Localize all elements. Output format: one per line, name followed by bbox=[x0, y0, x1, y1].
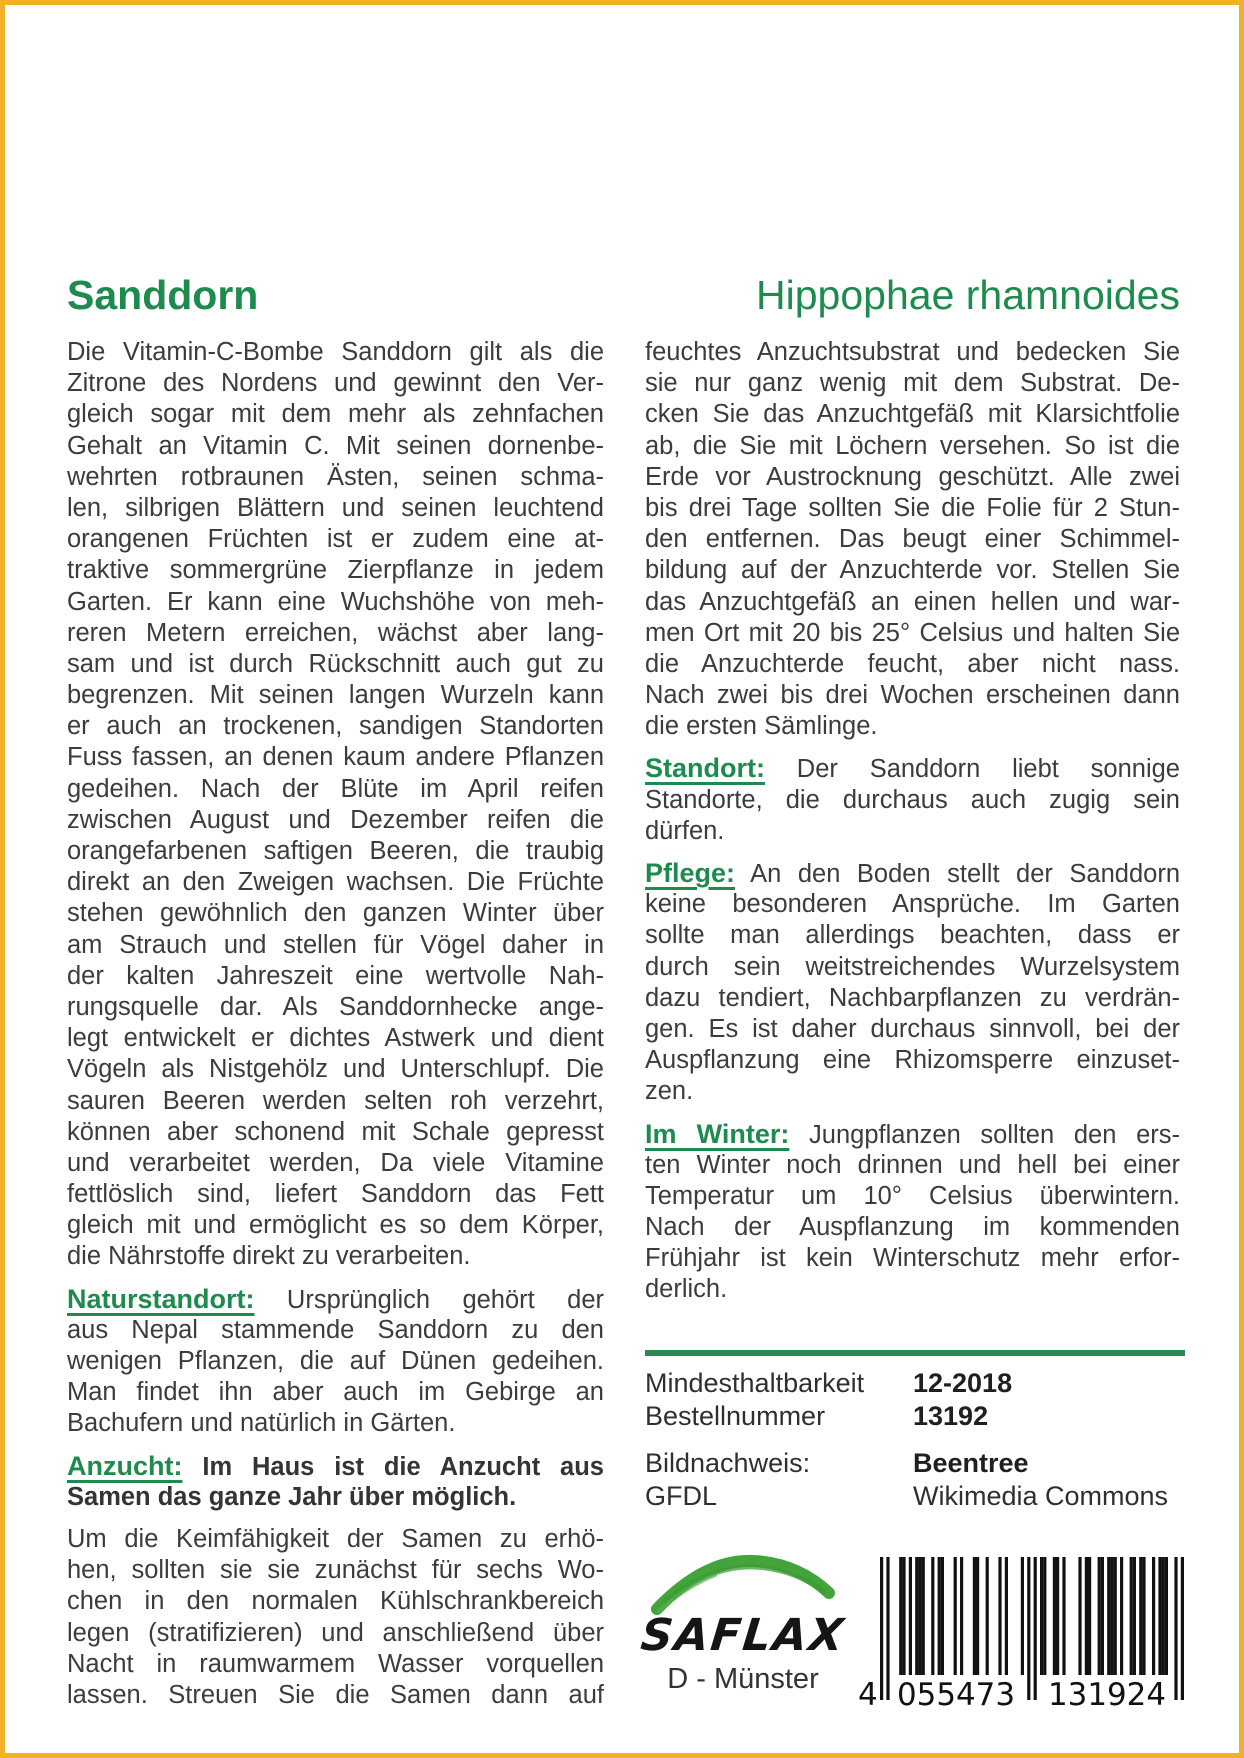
text-line bbox=[67, 1680, 604, 1711]
paragraph bbox=[645, 1119, 1180, 1306]
text-line bbox=[67, 399, 604, 430]
text-line bbox=[645, 1014, 1180, 1045]
text-column-left bbox=[67, 337, 604, 1722]
line-text: Vögeln als Nistgehölz und Unterschlupf. Die bbox=[67, 1055, 604, 1084]
line-text: gen. Es ist daher durchaus sinnvoll, bei der bbox=[645, 1014, 1180, 1043]
line-text: sam und ist durch Rückschnitt auch gut zu bbox=[67, 649, 604, 678]
line-text: können aber schonend mit Schale gepresst bbox=[67, 1117, 604, 1146]
line-text: traktive sommergrüne Zierpflanze in jedem bbox=[67, 556, 604, 585]
line-text: ab, die Sie mit Löchern versehen. So ist die bbox=[645, 431, 1180, 460]
text-line bbox=[67, 1179, 604, 1210]
line-text: Fuss fassen, an denen kaum andere Pflanzen bbox=[67, 743, 604, 772]
section-heading: Im Winter: bbox=[645, 1118, 790, 1149]
text-line bbox=[645, 587, 1180, 618]
barcode-digits: 131924 bbox=[1048, 1677, 1166, 1709]
line-text: An den Boden stellt der Sanddorn bbox=[750, 860, 1180, 888]
text-line bbox=[645, 462, 1180, 493]
text-line bbox=[67, 836, 604, 867]
info-row bbox=[645, 1480, 1185, 1513]
line-text: men Ort mit 20 bis 25° Celsius und halten Sie bbox=[645, 618, 1180, 647]
saflax-logo bbox=[638, 1553, 848, 1697]
text-line bbox=[67, 462, 604, 493]
brand-text: SAFLAX bbox=[638, 1610, 848, 1661]
text-line bbox=[67, 680, 604, 711]
line-text: hen, sollten sie sie zunächst für sechs Wo- bbox=[67, 1556, 604, 1585]
text-line bbox=[67, 1284, 604, 1315]
info-row bbox=[645, 1400, 1185, 1433]
line-text: Auspflanzung eine Rhizomsperre einzuset- bbox=[645, 1046, 1180, 1075]
text-line bbox=[67, 524, 604, 555]
info-label: Bildnachweis: bbox=[645, 1448, 811, 1478]
text-line bbox=[67, 805, 604, 836]
line-text: zen. bbox=[645, 1077, 694, 1106]
text-line bbox=[645, 649, 1180, 680]
info-value: Beentree bbox=[913, 1448, 1029, 1478]
text-line bbox=[645, 399, 1180, 430]
line-text: Bachufern und natürlich in Gärten. bbox=[67, 1409, 456, 1438]
line-text: wenigen Pflanzen, die auf Dünen gedeihen. bbox=[67, 1347, 604, 1375]
text-line bbox=[67, 337, 604, 368]
barcode-digits: 055473 bbox=[897, 1677, 1015, 1709]
barcode-bars bbox=[856, 1557, 1188, 1709]
info-table bbox=[645, 1367, 1185, 1527]
text-line bbox=[67, 618, 604, 649]
text-line bbox=[67, 1241, 604, 1272]
barcode-digits: 4 bbox=[858, 1677, 878, 1709]
line-text: die ersten Sämlinge. bbox=[645, 712, 878, 741]
paragraph bbox=[67, 337, 604, 1273]
text-line bbox=[67, 1555, 604, 1586]
paragraph bbox=[645, 753, 1180, 847]
text-line bbox=[67, 587, 604, 618]
line-text: Temperatur um 10° Celsius überwintern. bbox=[645, 1181, 1180, 1210]
line-text: die Nährstoffe direkt zu verarbeiten. bbox=[67, 1242, 471, 1271]
text-line bbox=[67, 1210, 604, 1241]
line-text: Gehalt an Vitamin C. Mit seinen dornenbe- bbox=[67, 431, 604, 460]
text-line bbox=[67, 867, 604, 898]
header bbox=[67, 273, 1180, 321]
text-line bbox=[645, 524, 1180, 555]
paragraph bbox=[67, 1451, 604, 1513]
line-text: gleich sogar mit dem mehr als zehnfachen bbox=[67, 400, 604, 429]
line-text: len, silbrigen Blättern und seinen leuchtend bbox=[67, 493, 604, 522]
line-text: Die Vitamin-C-Bombe Sanddorn gilt als die bbox=[67, 338, 604, 366]
text-line bbox=[645, 983, 1180, 1014]
text-column-right bbox=[645, 337, 1180, 1317]
text-line bbox=[67, 649, 604, 680]
text-line bbox=[645, 889, 1180, 920]
info-value: 13192 bbox=[913, 1401, 989, 1431]
line-text: derlich. bbox=[645, 1275, 728, 1304]
text-line bbox=[645, 1150, 1180, 1181]
info-group bbox=[645, 1367, 1185, 1433]
text-line bbox=[67, 898, 604, 929]
text-line bbox=[67, 1054, 604, 1085]
line-text: feuchtes Anzuchtsubstrat und bedecken Sie bbox=[645, 338, 1180, 366]
text-line bbox=[67, 555, 604, 586]
paragraph bbox=[67, 1524, 604, 1711]
line-text: fettlöslich sind, liefert Sanddorn das Fett bbox=[67, 1180, 604, 1209]
line-text: und verarbeitet werden, Da viele Vitamine bbox=[67, 1148, 604, 1177]
section-heading: Anzucht: bbox=[67, 1450, 183, 1481]
line-text: Man findet ihn aber auch im Gebirge an bbox=[67, 1378, 604, 1407]
line-text: Nach der Auspflanzung im kommenden bbox=[645, 1213, 1180, 1242]
line-text: orangenen Früchten ist er zudem eine at- bbox=[67, 525, 604, 554]
text-line bbox=[645, 555, 1180, 586]
text-line bbox=[645, 1119, 1180, 1150]
line-text: sauren Beeren werden selten roh verzehrt, bbox=[67, 1086, 604, 1115]
text-line bbox=[645, 753, 1180, 784]
text-line bbox=[645, 952, 1180, 983]
info-value: 12-2018 bbox=[913, 1368, 1013, 1398]
text-line bbox=[67, 774, 604, 805]
page-title: Sanddorn bbox=[67, 272, 259, 318]
text-line bbox=[645, 1076, 1180, 1107]
text-line bbox=[645, 858, 1180, 889]
line-text: ten Winter noch drinnen und hell bei einer bbox=[645, 1150, 1180, 1179]
info-label: Mindesthaltbarkeit bbox=[645, 1368, 865, 1398]
text-line bbox=[67, 992, 604, 1023]
line-text: gedeihen. Nach der Blüte im April reifen bbox=[67, 774, 604, 803]
line-text: chen in den normalen Kühlschrankbereich bbox=[67, 1587, 604, 1616]
text-line bbox=[645, 785, 1180, 816]
line-text: das Anzuchtgefäß an einen hellen und war- bbox=[645, 587, 1180, 616]
line-text: Um die Keimfähigkeit der Samen zu erhö- bbox=[67, 1524, 604, 1553]
text-line bbox=[67, 1586, 604, 1617]
text-line bbox=[645, 1274, 1180, 1305]
line-text: wehrten rotbraunen Ästen, seinen schma- bbox=[67, 462, 604, 491]
line-text: reren Metern erreichen, wächst aber lang- bbox=[67, 618, 604, 647]
botanical-name: Hippophae rhamnoides bbox=[756, 272, 1180, 318]
text-line bbox=[67, 1524, 604, 1555]
line-text: sollte man allerdings beachten, dass er bbox=[645, 921, 1180, 950]
line-text: Der Sanddorn liebt sonnige bbox=[796, 755, 1180, 784]
text-line bbox=[645, 493, 1180, 524]
line-text: Frühjahr ist kein Winterschutz mehr erfor- bbox=[645, 1244, 1180, 1273]
text-line bbox=[645, 1212, 1180, 1243]
line-text: Jungpflanzen sollten den ers- bbox=[809, 1120, 1180, 1149]
text-line bbox=[67, 1618, 604, 1649]
line-text: er auch an trockenen, sandigen Standorten bbox=[67, 712, 604, 741]
text-line bbox=[67, 1649, 604, 1680]
text-line bbox=[645, 1243, 1180, 1274]
line-text: lassen. Streuen Sie die Samen dann auf bbox=[67, 1680, 604, 1709]
line-text: der kalten Jahreszeit eine wertvolle Nah- bbox=[67, 961, 604, 990]
text-line bbox=[645, 1045, 1180, 1076]
text-line bbox=[645, 368, 1180, 399]
text-line bbox=[67, 742, 604, 773]
text-line bbox=[67, 961, 604, 992]
text-line bbox=[67, 431, 604, 462]
text-line bbox=[67, 1451, 604, 1482]
ean-barcode bbox=[856, 1557, 1188, 1714]
info-row bbox=[645, 1447, 1185, 1480]
paragraph bbox=[645, 337, 1180, 742]
text-line bbox=[645, 816, 1180, 847]
line-text: dazu tendiert, Nachbarpflanzen zu verdrän- bbox=[645, 983, 1180, 1012]
line-text: Zitrone des Nordens und gewinnt den Ver- bbox=[67, 369, 604, 398]
section-heading: Naturstandort: bbox=[67, 1283, 255, 1314]
text-line bbox=[67, 1148, 604, 1179]
line-text: direkt an den Zweigen wachsen. Die Früchte bbox=[67, 868, 604, 897]
line-text: Ursprünglich gehört der bbox=[286, 1285, 604, 1314]
line-text: am Strauch und stellen für Vögel daher in bbox=[67, 930, 604, 959]
section-heading: Standort: bbox=[645, 753, 765, 784]
line-text: aus Nepal stammende Sanddorn zu den bbox=[67, 1315, 604, 1344]
text-line bbox=[645, 1181, 1180, 1212]
text-line bbox=[67, 1377, 604, 1408]
text-line bbox=[67, 368, 604, 399]
brand-arc-icon bbox=[645, 1553, 841, 1617]
text-line bbox=[67, 1086, 604, 1117]
text-line bbox=[67, 1315, 604, 1346]
line-text: die Anzuchterde feucht, aber nicht nass. bbox=[645, 649, 1180, 678]
text-line bbox=[67, 930, 604, 961]
text-line bbox=[67, 493, 604, 524]
line-text: dürfen. bbox=[645, 816, 725, 845]
line-text: durch sein weitstreichendes Wurzelsystem bbox=[645, 952, 1180, 981]
line-text: Nach zwei bis drei Wochen erscheinen dann bbox=[645, 681, 1180, 710]
text-line bbox=[645, 618, 1180, 649]
divider-line bbox=[645, 1350, 1185, 1356]
line-text: Samen das ganze Jahr über möglich. bbox=[67, 1482, 517, 1511]
line-text: stehen gewöhnlich den ganzen Winter über bbox=[67, 899, 604, 928]
line-text: den entfernen. Das beugt einer Schimmel- bbox=[645, 525, 1180, 554]
line-text: rungsquelle dar. Als Sanddornhecke ange- bbox=[67, 992, 604, 1021]
line-text: zwischen August und Dezember reifen die bbox=[67, 805, 604, 834]
text-line bbox=[67, 1346, 604, 1377]
info-row bbox=[645, 1367, 1185, 1400]
line-text: bis drei Tage sollten Sie die Folie für 2 Stun- bbox=[645, 493, 1180, 522]
info-label: GFDL bbox=[645, 1481, 718, 1511]
line-text: legen (stratifizieren) und anschließend über bbox=[67, 1618, 604, 1647]
section-heading: Pflege: bbox=[645, 858, 736, 888]
brand-location: D - Münster bbox=[667, 1663, 819, 1695]
text-line bbox=[67, 1482, 604, 1513]
line-text: legt entwickelt er dichtes Astwerk und dient bbox=[67, 1024, 604, 1053]
line-text: sie nur ganz wenig mit dem Substrat. De- bbox=[645, 369, 1180, 398]
info-group bbox=[645, 1447, 1185, 1513]
line-text: cken Sie das Anzuchtgefäß mit Klarsichtfolie bbox=[645, 400, 1180, 429]
info-label: Bestellnummer bbox=[645, 1401, 826, 1431]
line-text: Garten. Er kann eine Wuchshöhe von meh- bbox=[67, 587, 604, 616]
line-text: Nacht in raumwarmem Wasser vorquellen bbox=[67, 1649, 604, 1678]
info-value: Wikimedia Commons bbox=[913, 1481, 1169, 1511]
paragraph bbox=[645, 858, 1180, 1108]
text-line bbox=[67, 1408, 604, 1439]
line-text: gleich mit und ermöglicht es so dem Körper, bbox=[67, 1211, 604, 1240]
line-text: keine besonderen Ansprüche. Im Garten bbox=[645, 890, 1180, 919]
text-line bbox=[645, 337, 1180, 368]
text-line bbox=[645, 680, 1180, 711]
text-line bbox=[645, 431, 1180, 462]
line-text: begrenzen. Mit seinen langen Wurzeln kann bbox=[67, 681, 604, 710]
line-text: Standorte, die durchaus auch zugig sein bbox=[645, 785, 1180, 814]
line-text: orangefarbenen saftigen Beeren, die traubig bbox=[67, 837, 604, 865]
line-text: Im Haus ist die Anzucht aus bbox=[202, 1452, 604, 1481]
line-text: bildung auf der Anzuchterde vor. Stellen Sie bbox=[645, 556, 1180, 585]
text-line bbox=[645, 920, 1180, 951]
text-line bbox=[67, 711, 604, 742]
text-line bbox=[645, 711, 1180, 742]
text-line bbox=[67, 1117, 604, 1148]
paragraph bbox=[67, 1284, 604, 1440]
line-text: Erde vor Austrocknung geschützt. Alle zwei bbox=[645, 462, 1180, 491]
text-line bbox=[67, 1023, 604, 1054]
